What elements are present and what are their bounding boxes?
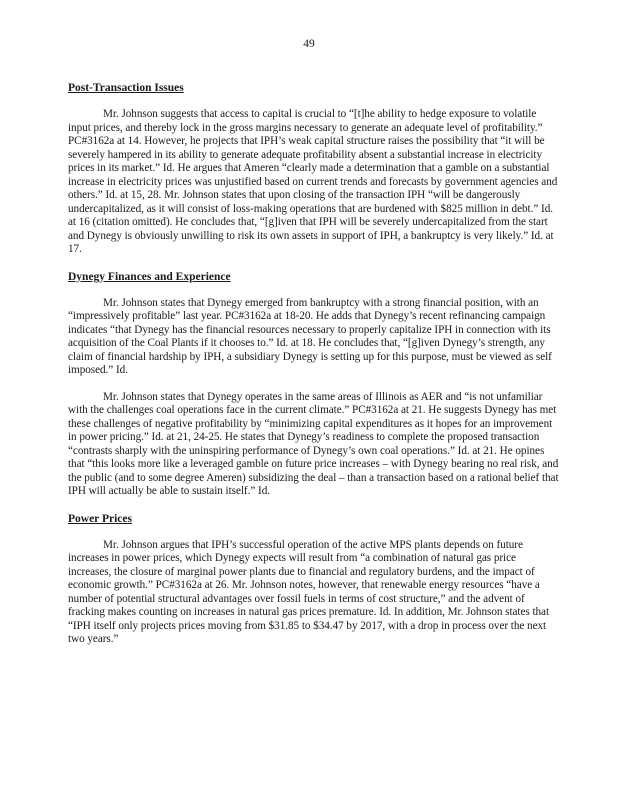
section-heading: Power Prices xyxy=(68,512,132,525)
section-power-prices xyxy=(68,513,559,647)
section-post-transaction-issues xyxy=(68,82,559,257)
paragraph: Mr. Johnson states that Dynegy emerged from bankruptcy with a strong financial position, with an “impressively profitable” last year. PC#3162a at 18-20. He adds that Dynegy’s recent refinancing campaign indicates “that Dynegy has the financial resources necessary to properly capitalize IPH in connection with its acquisition of the Coal Plants if it chooses to.” Id. at 18. He concludes that, “[g]iven Dynegy’s strength, any claim of financial hardship by IPH, a subsidiary Dynegy is setting up for this purpose, must be viewed as self imposed.” Id. xyxy=(68,296,552,376)
paragraph: Mr. Johnson states that Dynegy operates in the same areas of Illinois as AER and “is not unfamiliar with the challenges coal operations face in the current climate.” PC#3162a at 21. He suggests Dynegy has met these challenges of negative profitability by “minimizing capital expenditures as it hopes for an improvement in power pricing.” Id. at 21, 24-25. He states that Dynegy’s readiness to complete the proposed transaction “contrasts sharply with the uninspiring performance of Dynegy’s own coal operations.” Id. at 21. He opines that “this looks more like a leveraged gamble on future price increases – with Dynegy bearing no real risk, and the public (and to some degree Ameren) subsidizing the deal – than a transaction based on a rational belief that IPH will actually be able to sustain itself.” Id. xyxy=(68,390,559,497)
page-number: 49 xyxy=(303,38,315,50)
section-dynegy-finances xyxy=(68,271,559,499)
section-heading: Post-Transaction Issues xyxy=(68,82,184,94)
paragraph: Mr. Johnson suggests that access to capital is crucial to “[t]he ability to hedge exposure to volatile input prices, and thereby lock in the gross margins necessary to generate an adequate level of profitability.” PC#3162a at 14. However, he projects that IPH’s weak capital structure raises the possibility that “it will be severely hampered in its ability to generate adequate profitability absent a substantial increase in electricity prices in its market.” Id. He argues that Ameren “clearly made a determination that a gamble on a substantial increase in electricity prices was unjustified based on current trends and forecasts by government agencies and others.” Id. at 15, 28. Mr. Johnson states that upon closing of the transaction IPH “will be dangerously undercapitalized, as it will consist of loss-making operations that are burdened with $825 million in debt.” Id. at 16 (citation omitted). He concludes that, “[g]iven that IPH will be severely undercapitalized from the start and Dynegy is obviously unwilling to risk its own assets in support of IPH, a bankruptcy is very likely.” Id. at 17. xyxy=(68,108,558,255)
document-body xyxy=(68,82,559,647)
section-heading: Dynegy Finances and Experience xyxy=(68,270,231,283)
paragraph: Mr. Johnson argues that IPH’s successful operation of the active MPS plants depends on future increases in power prices, which Dynegy expects will result from “a combination of natural gas price increases, the closure of marginal power plants due to financial and regulatory burdens, and the impact of economic growth.” PC#3162a at 26. Mr. Johnson notes, however, that renewable energy resources “have a number of potential structural advantages over fossil fuels in terms of cost structure,” and the advent of fracking makes counting on increases in natural gas prices premature. Id. In addition, Mr. Johnson states that “IPH itself only projects prices moving from $31.85 to $34.47 by 2017, with a drop in process over the next two years.” xyxy=(68,538,550,645)
